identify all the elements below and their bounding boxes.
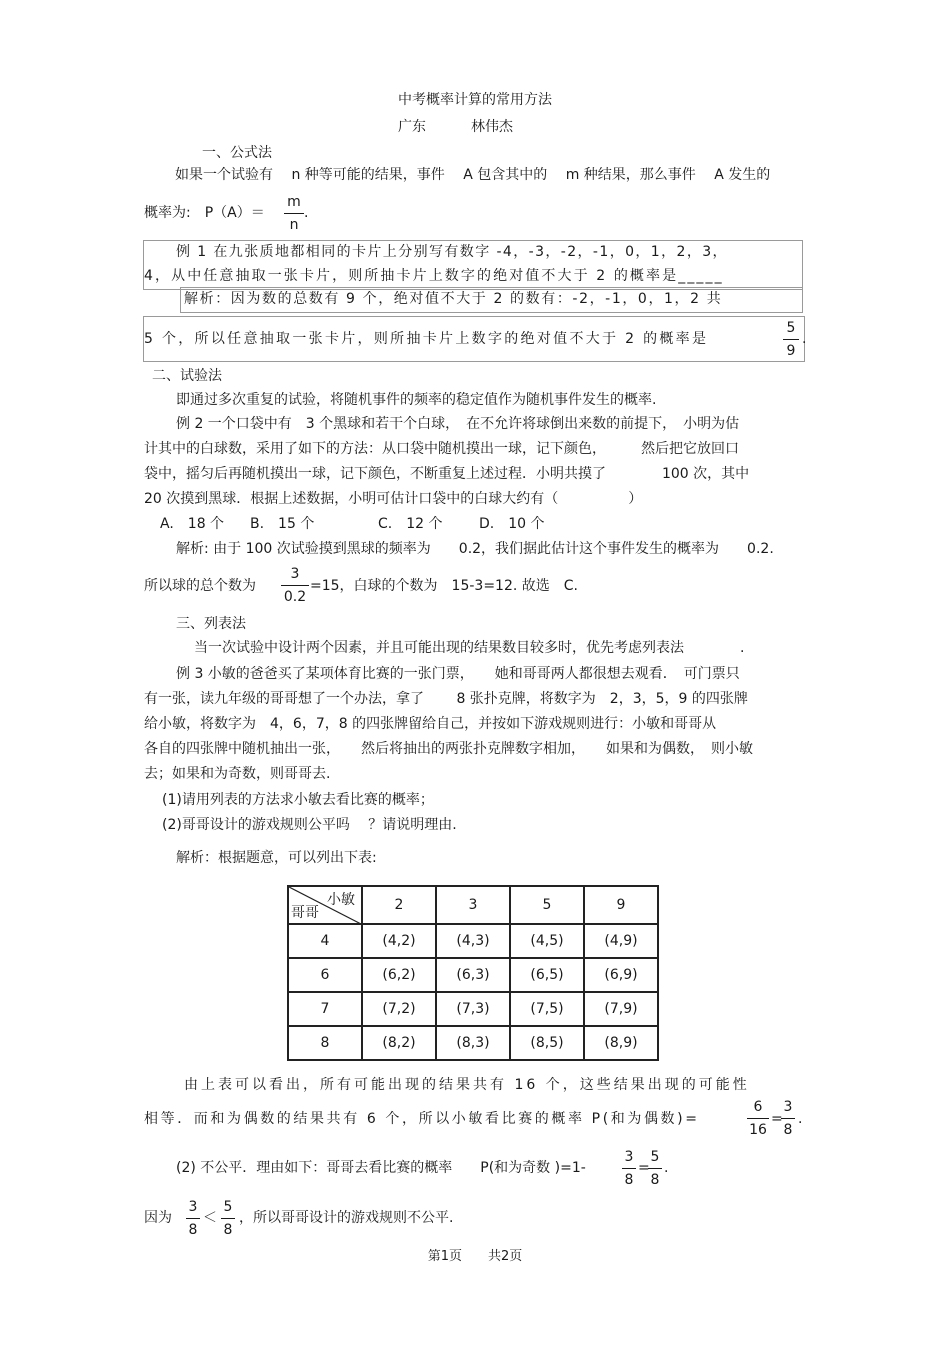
answer-2-line2b: =15，白球的个数为 15-3=12. 故选 C. — [310, 578, 578, 594]
fraction-numerator: 3 — [624, 1149, 634, 1165]
table-cell: (8,3) — [436, 1026, 510, 1060]
fraction-numerator: 6 — [753, 1099, 763, 1115]
question-2: (2)哥哥设计的游戏规则公平吗 ？请说明理由. — [162, 817, 457, 833]
fraction-3-over-8 — [186, 1197, 200, 1240]
fraction-denominator: 8 — [624, 1172, 634, 1188]
answer-1-line1: 解析：因为数的总数有 9 个，绝对值不大于 2 的数有：-2，-1，0，1，2 共 — [184, 291, 723, 307]
question-2-period: . — [664, 1160, 669, 1176]
answer-1-period: . — [802, 331, 807, 347]
fraction-5-over-9 — [783, 318, 799, 361]
row-header: 4 — [288, 924, 362, 958]
col-header: 3 — [436, 886, 510, 924]
fraction-3-over-8 — [622, 1147, 636, 1190]
corner-xiaomin: 小敏 — [327, 892, 355, 908]
table-cell: (6,2) — [362, 958, 436, 992]
example-3-line5: 去；如果和为奇数，则哥哥去. — [144, 766, 331, 782]
because-label: 因为 — [144, 1210, 172, 1226]
table-cell: (4,9) — [584, 924, 658, 958]
fraction-numerator: 5 — [223, 1199, 233, 1215]
table-cell: (7,9) — [584, 992, 658, 1026]
conclusion-period: . — [798, 1111, 803, 1127]
question-2-answer: (2) 不公平．理由如下：哥哥去看比赛的概率 P(和为奇数 )=1- — [176, 1160, 586, 1176]
author-region: 广东 — [398, 119, 426, 135]
col-header: 5 — [510, 886, 584, 924]
option-d: D. 10 个 — [479, 516, 545, 532]
table-cell: (6,5) — [510, 958, 584, 992]
fraction-3-over-8 — [781, 1097, 795, 1140]
example-2-line4: 20 次摸到黑球．根据上述数据，小明可估计口袋中的白球大约有（ ） — [144, 491, 643, 507]
table-row — [288, 992, 658, 1026]
col-header: 2 — [362, 886, 436, 924]
fraction-3-over-0.2 — [281, 564, 309, 607]
example-3-line2: 有一张，读九年级的哥哥想了一个办法，拿了 8 张扑克牌，将数字为 2，3，5，9 的四张牌 — [144, 691, 748, 707]
table-cell: (7,5) — [510, 992, 584, 1026]
table-header-row — [288, 886, 658, 924]
option-c: C. 12 个 — [378, 516, 443, 532]
table-cell: (4,3) — [436, 924, 510, 958]
equals-sign: = — [638, 1160, 650, 1176]
table-corner-cell — [288, 886, 362, 924]
section-3-heading: 三、列表法 — [176, 616, 246, 632]
fraction-numerator: 5 — [650, 1149, 660, 1165]
section-2-heading: 二、试验法 — [152, 368, 222, 384]
table-cell: (7,2) — [362, 992, 436, 1026]
sum-table — [287, 885, 659, 1061]
page-title: 中考概率计算的常用方法 — [398, 92, 552, 108]
table-cell: (4,2) — [362, 924, 436, 958]
author-name: 林伟杰 — [471, 119, 513, 135]
final-conclusion: ，所以哥哥设计的游戏规则不公平. — [239, 1210, 454, 1226]
fraction-denominator: n — [289, 217, 299, 233]
example-2-line3: 袋中，摇匀后再随机摸出一球，记下颜色，不断重复上述过程．小明共摸了 100 次，其中 — [144, 466, 750, 482]
fraction-denominator: 9 — [786, 343, 796, 359]
equals-sign: = — [771, 1111, 783, 1127]
s2-para: 即通过多次重复的试验，将随机事件的频率的稳定值作为随机事件发生的概率. — [176, 392, 657, 408]
table-cell: (6,3) — [436, 958, 510, 992]
fraction-denominator: 0.2 — [283, 589, 307, 605]
row-header: 7 — [288, 992, 362, 1026]
table-row — [288, 924, 658, 958]
s3-para: 当一次试验中设计两个因素，并且可能出现的结果数目较多时，优先考虑列表法 . — [194, 640, 745, 656]
conclusion-line1: 由上表可以看出，所有可能出现的结果共有 16 个，这些结果出现的可能性 — [184, 1077, 750, 1093]
page-footer: 第1页 共2页 — [427, 1249, 523, 1264]
answer-2-line2a: 所以球的总个数为 — [144, 578, 256, 594]
table-row — [288, 1026, 658, 1060]
col-header: 9 — [584, 886, 658, 924]
example-2-line2: 计其中的白球数，采用了如下的方法：从口袋中随机摸出一球，记下颜色， 然后把它放回口 — [144, 441, 739, 457]
table-cell: (8,9) — [584, 1026, 658, 1060]
fraction-5-over-8 — [221, 1197, 235, 1240]
row-header: 6 — [288, 958, 362, 992]
table-cell: (6,9) — [584, 958, 658, 992]
option-b: B. 15 个 — [250, 516, 315, 532]
fraction-numerator: 3 — [783, 1099, 793, 1115]
fraction-numerator: m — [287, 194, 301, 210]
fraction-m-over-n — [284, 192, 304, 235]
less-than-sign: ＜ — [203, 1210, 217, 1226]
table-row — [288, 958, 658, 992]
option-a: A. 18 个 — [160, 516, 225, 532]
table-cell: (8,2) — [362, 1026, 436, 1060]
s1-para-line2: 概率为: P（A）＝ — [144, 205, 265, 221]
s1-period: . — [304, 205, 309, 221]
table-cell: (8,5) — [510, 1026, 584, 1060]
example-3-line3: 给小敏，将数字为 4，6，7，8 的四张牌留给自己，并按如下游戏规则进行：小敏和哥哥从 — [144, 716, 717, 732]
answer-2-line1: 解析: 由于 100 次试验摸到黑球的频率为 0.2，我们据此估计这个事件发生的概率为 0.2. — [176, 541, 774, 557]
fraction-denominator: 8 — [223, 1222, 233, 1238]
corner-gege: 哥哥 — [291, 905, 319, 921]
row-header: 8 — [288, 1026, 362, 1060]
fraction-denominator: 8 — [188, 1222, 198, 1238]
table-cell: (7,3) — [436, 992, 510, 1026]
fraction-denominator: 8 — [650, 1172, 660, 1188]
s1-para-line1: 如果一个试验有 n 种等可能的结果，事件 A 包含其中的 m 种结果，那么事件 A 发生的 — [175, 167, 771, 183]
example-2-line1: 例 2 一个口袋中有 3 个黑球和若干个白球， 在不允许将球倒出来数的前提下， 小明为估 — [176, 416, 740, 432]
fraction-numerator: 5 — [786, 320, 796, 336]
answer-3-intro: 解析：根据题意，可以列出下表: — [176, 850, 377, 866]
table-cell: (4,5) — [510, 924, 584, 958]
example-3-line4: 各自的四张牌中随机抽出一张， 然后将抽出的两张扑克牌数字相加， 如果和为偶数， 则小敏 — [144, 741, 753, 757]
fraction-numerator: 3 — [188, 1199, 198, 1215]
fraction-denominator: 16 — [749, 1122, 767, 1138]
conclusion-line2: 相等．而和为偶数的结果共有 6 个，所以小敏看比赛的概率 P(和为偶数)= — [144, 1111, 700, 1127]
example-3-line1: 例 3 小敏的爸爸买了某项体育比赛的一张门票， 她和哥哥两人都很想去观看． 可门票只 — [176, 666, 740, 682]
question-1: (1)请用列表的方法求小敏去看比赛的概率； — [162, 792, 434, 808]
fraction-6-over-16 — [747, 1097, 769, 1140]
example-1-line1: 例 1 在九张质地都相同的卡片上分别写有数字 -4，-3，-2，-1，0，1，2，3， — [176, 244, 728, 260]
fraction-denominator: 8 — [783, 1122, 793, 1138]
example-1-line2: 4，从中任意抽取一张卡片，则所抽卡片上数字的绝对值不大于 2 的概率是_____ — [144, 268, 724, 284]
fraction-5-over-8 — [648, 1147, 662, 1190]
answer-1-line2: 5 个，所以任意抽取一张卡片，则所抽卡片上数字的绝对值不大于 2 的概率是 — [144, 331, 709, 347]
fraction-numerator: 3 — [290, 566, 300, 582]
section-1-heading: 一、公式法 — [202, 145, 272, 161]
